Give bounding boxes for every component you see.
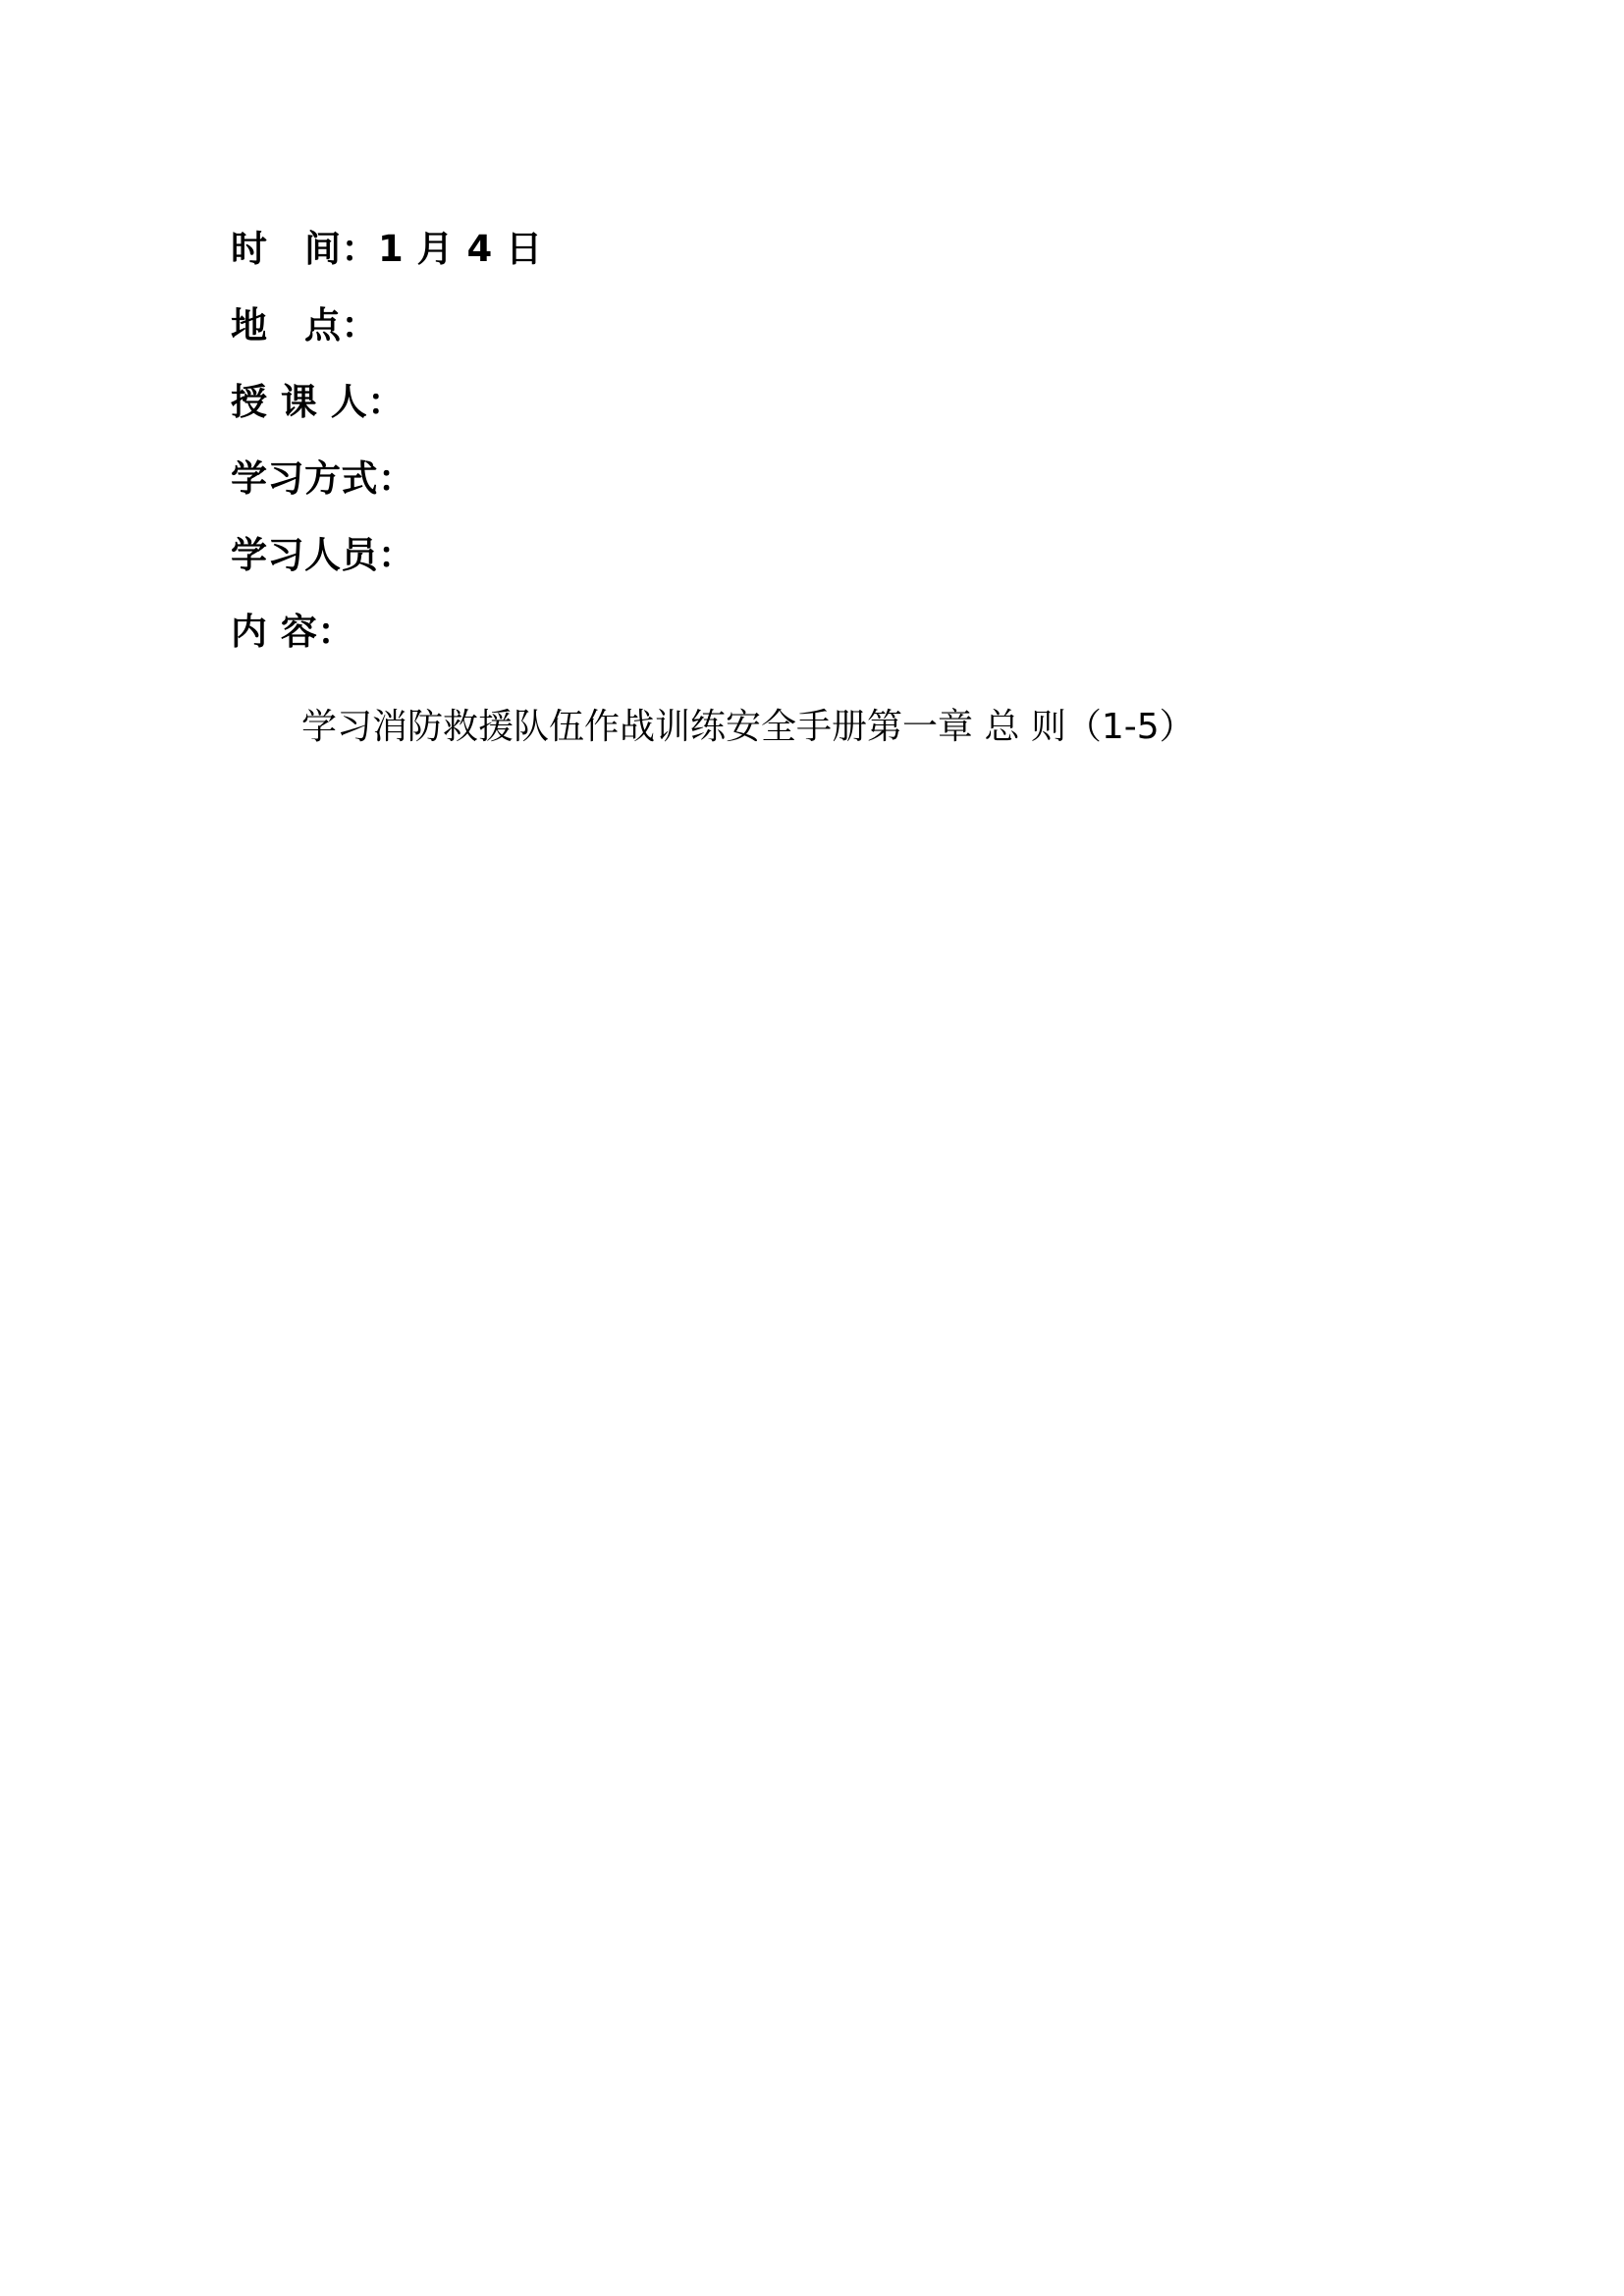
content-paragraph-block — [231, 684, 1398, 771]
field-label-study-method: 学习方式： — [231, 457, 415, 500]
field-label-content: 内 容： — [231, 611, 354, 653]
field-row-time — [231, 211, 1398, 288]
field-row-content — [231, 594, 1398, 670]
field-row-instructor — [231, 364, 1398, 441]
content-paragraph-text: 学习消防救援队伍作战训练安全手册第一章 总 则（1-5） — [301, 707, 1195, 747]
field-row-participants — [231, 517, 1398, 594]
field-row-study-method — [231, 441, 1398, 517]
field-value-time: 1 月 4 日 — [378, 228, 543, 270]
field-label-participants: 学习人员： — [231, 534, 415, 576]
field-label-location: 地 点： — [231, 304, 378, 347]
field-row-location — [231, 288, 1398, 364]
field-label-instructor: 授 课 人： — [231, 381, 405, 423]
field-label-time: 时 间： — [231, 228, 378, 270]
